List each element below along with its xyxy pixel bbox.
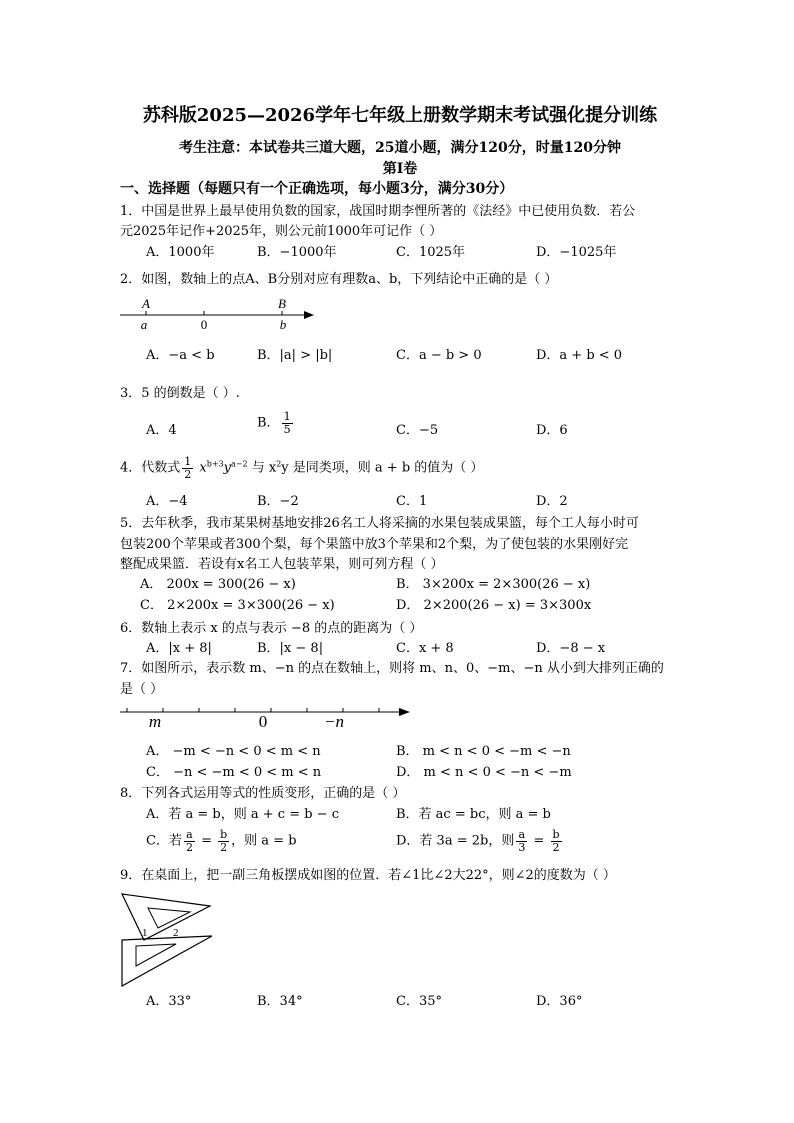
q8-option-c-fraction-2	[218, 829, 229, 854]
q4-prefix: 4．代数式	[120, 460, 181, 476]
q8-stem: 8．下列各式运用等式的性质变形，正确的是（ ）	[120, 786, 406, 801]
value-a-label: a	[140, 317, 148, 332]
q4-option-b: B．−2	[257, 494, 299, 509]
q6-option-c: C．x + 8	[396, 641, 454, 656]
q4-suffix-2: y 是同类项，则 a + b 的值为（ ）	[281, 460, 484, 476]
q4-fraction	[182, 456, 193, 481]
equals-sign: =	[196, 833, 217, 849]
q3-option-c: C．−5	[396, 423, 439, 438]
q8-option-c-suffix: ，则 a = b	[231, 833, 297, 849]
point-B-label: B	[278, 296, 286, 311]
q6-option-b: B．|x − 8|	[257, 641, 324, 656]
q8-option-d-prefix: D．若 3a = 2b，则	[396, 833, 515, 849]
q3-option-b-fraction	[282, 411, 293, 436]
fraction-numerator: 1	[283, 410, 291, 423]
angle-2-label: 2	[173, 927, 179, 939]
q1-option-a: A．1000年	[146, 245, 215, 260]
q2-option-c: C．a − b > 0	[396, 348, 482, 363]
exam-notice: 考生注意：本试卷共三道大题，25道小题，满分120分，时量120分钟	[179, 140, 621, 156]
fraction-numerator: b	[552, 828, 560, 841]
fraction-numerator: b	[220, 828, 228, 841]
fraction-denominator: 2	[184, 468, 192, 481]
value-m-label: m	[148, 712, 162, 731]
q2-stem: 2．如图，数轴上的点A、B分别对应有理数a、b，下列结论中正确的是（ ）	[120, 272, 558, 287]
q3-option-b-prefix: B．	[257, 415, 280, 431]
q7-stem-line2: 是（ ）	[120, 682, 164, 697]
value-neg-n-label: −n	[324, 712, 344, 731]
fraction-denominator: 2	[220, 841, 228, 854]
q7-option-b: B． m < n < 0 < −m < −n	[396, 744, 571, 759]
fraction-denominator: 2	[552, 841, 560, 854]
q9-option-a: A．33°	[146, 994, 192, 1009]
q4-var-x: x	[195, 460, 207, 476]
q7-stem-line1: 7．如图所示，表示数 m、−n 的点在数轴上，则将 m、n、0、−m、−n 从小到大排列正确的	[120, 661, 664, 676]
q8-option-b: B．若 ac = bc，则 a = b	[396, 807, 551, 822]
q8-option-a: A．若 a = b，则 a + c = b − c	[146, 807, 339, 822]
q3-option-a: A．4	[146, 423, 177, 438]
q5-stem-line1: 5．去年秋季，我市某果树基地安排26名工人将采摘的水果包装成果篮，每个工人每小时可	[120, 516, 639, 531]
point-A-label: A	[142, 296, 150, 311]
q4-option-a: A．−4	[146, 494, 188, 509]
q9-stem: 9．在桌面上，把一副三角板摆成如图的位置．若∠1比∠2大22°，则∠2的度数为（ ）	[120, 868, 616, 883]
q1-option-c: C．1025年	[396, 245, 466, 260]
q5-option-a: A． 200x = 300(26 − x)	[140, 577, 296, 592]
q5-option-d: D． 2×200(26 − x) = 3×300x	[396, 598, 592, 613]
q7-number-line-figure	[118, 702, 418, 734]
q7-option-a: A． −m < −n < 0 < m < n	[146, 744, 321, 759]
q2-number-line-figure	[118, 296, 318, 332]
q6-option-d: D．−8 − x	[536, 641, 606, 656]
q8-option-c	[146, 829, 297, 854]
q4-var-y: y	[223, 460, 232, 476]
section-heading: 一、选择题（每题只有一个正确选项，每小题3分，满分30分）	[120, 181, 514, 197]
q8-option-c-fraction-1	[184, 829, 195, 854]
q1-stem-line2: 元2025年记作+2025年，则公元前1000年可记作（ ）	[120, 224, 443, 239]
fraction-numerator: a	[516, 829, 527, 842]
q8-option-d	[396, 829, 564, 854]
q9-option-d: D．36°	[536, 994, 583, 1009]
q1-option-b: B．−1000年	[257, 245, 337, 260]
q4-exponent-1: b+3	[206, 459, 224, 469]
q3-option-d: D．6	[536, 423, 568, 438]
q8-option-c-prefix: C．若	[146, 833, 182, 849]
volume-label: 第Ⅰ卷	[382, 161, 418, 177]
q2-option-a: A．−a < b	[146, 348, 215, 363]
q6-stem: 6．数轴上表示 x 的点与表示 −8 的点的距离为（ ）	[120, 621, 423, 636]
q7-option-d: D． m < n < 0 < −n < −m	[396, 765, 572, 780]
q1-option-d: D．−1025年	[536, 245, 617, 260]
q8-option-d-fraction-1	[516, 829, 527, 854]
zero-label: 0	[258, 712, 268, 731]
q9-option-c: C．35°	[396, 994, 442, 1009]
fraction-denominator: 3	[518, 841, 526, 854]
q3-stem: 3．5 的倒数是（ ）.	[120, 386, 240, 401]
value-b-label: b	[279, 317, 287, 332]
q4-suffix: 与 x	[247, 460, 277, 476]
fraction-denominator: 2	[185, 841, 193, 854]
triangle-rulers-figure	[118, 888, 218, 988]
q7-option-c: C． −n < −m < 0 < m < n	[146, 765, 322, 780]
q5-stem-line3: 整配成果篮．若设有x名工人包装苹果，则可列方程（ ）	[120, 557, 444, 572]
q4-option-d: D．2	[536, 494, 568, 509]
q4-exponent-2: a−2	[231, 459, 248, 469]
fraction-denominator: 5	[283, 423, 291, 436]
q8-option-d-fraction-2	[551, 829, 562, 854]
q5-stem-line2: 包装200个苹果或者300个梨，每个果篮中放3个苹果和2个梨，为了使包装的水果刚好完	[120, 537, 629, 552]
q1-stem-line1: 1．中国是世界上最早使用负数的国家，战国时期李悝所著的《法经》中已使用负数．若公	[120, 204, 636, 219]
q2-option-b: B．|a| > |b|	[257, 348, 333, 363]
zero-label: 0	[200, 317, 208, 332]
q6-option-a: A．|x + 8|	[146, 641, 212, 656]
exam-title: 苏科版2025—2026学年七年级上册数学期末考试强化提分训练	[142, 105, 658, 126]
equals-sign: =	[529, 833, 549, 849]
q4-option-c: C．1	[396, 494, 428, 509]
fraction-numerator: a	[184, 829, 195, 842]
q4-stem	[120, 456, 483, 481]
q5-option-c: C． 2×200x = 3×300(26 − x)	[140, 598, 335, 613]
q4-exponent-3: 2	[276, 459, 282, 469]
fraction-numerator: 1	[184, 455, 192, 468]
q9-option-b: B．34°	[257, 994, 303, 1009]
q2-option-d: D．a + b < 0	[536, 348, 623, 363]
q3-option-b	[257, 411, 295, 436]
q5-option-b: B． 3×200x = 2×300(26 − x)	[396, 577, 591, 592]
angle-1-label: 1	[142, 927, 148, 939]
